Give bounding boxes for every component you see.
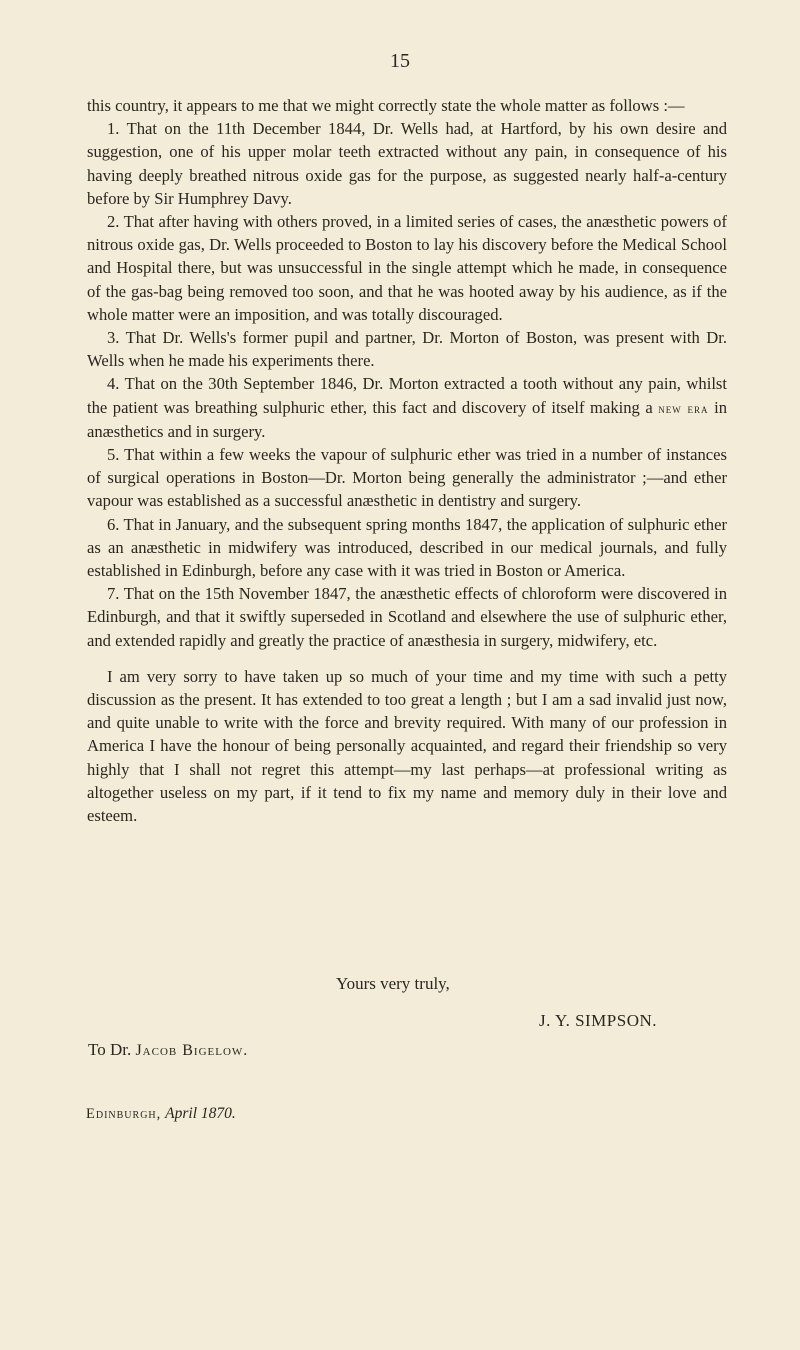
closing-paragraph: I am very sorry to have taken up so much of your time and my time with such a petty discussion as the present. It has extended to too great a length ; but I am a sad invalid just now, and quite unable to write with the force and brevity required. With many of our profession in America I have the honour of being personally acquainted, and regard their friendship so very highly that I shall not regret this attempt—my last perhaps—at professional writing as altogether useless on my part, if it tend to fix my name and memory duly in their love and esteem. xyxy=(87,666,727,826)
addressee-prefix: To Dr. xyxy=(88,1040,132,1059)
point-3: 3. That Dr. Wells's former pupil and partner, Dr. Morton of Boston, was present with Dr. Wells when he made his experiments there. xyxy=(87,328,727,371)
intro-paragraph: this country, it appears to me that we might correctly state the whole matter as follows :— xyxy=(87,96,685,115)
date: April 1870. xyxy=(165,1105,236,1122)
place-date xyxy=(86,1105,236,1123)
addressee-name: Jacob Bigelow. xyxy=(135,1042,249,1059)
point-5: 5. That within a few weeks the vapour of sulphuric ether was tried in a number of instances of surgical operations in Boston—Dr. Morton being generally the administrator ;—and ether vapour was established as a successful anæsthetic in dentistry and surgery. xyxy=(87,445,727,511)
point-1: 1. That on the 11th December 1844, Dr. Wells had, at Hartford, by his own desire and suggestion, one of his upper molar teeth extracted without any pain, in consequence of his having deeply breathed nitrous oxide gas for the purpose, as suggested nearly half-a-century before by Sir Humphrey Davy. xyxy=(87,119,727,208)
page-number: 15 xyxy=(390,50,410,72)
letter-body xyxy=(87,94,727,827)
point-2: 2. That after having with others proved, in a limited series of cases, the anæsthetic powers of nitrous oxide gas, Dr. Wells proceeded to Boston to lay his discovery before the Medical School and Hospital there, but was unsuccessful in the single attempt which he made, in consequence of the gas-bag being removed too soon, and that he was hooted away by his audience, as if the whole matter were an imposition, and was totally discouraged. xyxy=(87,212,727,324)
point-4-text-after: in anæsthetics and in surgery. xyxy=(87,397,728,441)
point-7: 7. That on the 15th November 1847, the anæsthetic effects of chloroform were discovered in Edinburgh, and that it swiftly superseded in Scotland and elsewhere the use of sulphuric ether, and extended rapidly and greatly the practice of anæsthesia in surgery, midwifery, etc. xyxy=(87,584,727,650)
place: Edinburgh, xyxy=(86,1106,162,1122)
signoff: Yours very truly, xyxy=(336,974,450,993)
signature: J. Y. SIMPSON. xyxy=(539,1011,658,1030)
new-era-emphasis: new era xyxy=(658,400,709,416)
point-4 xyxy=(87,372,727,443)
point-4-text-before: 4. That on the 30th September 1846, Dr. Morton extracted a tooth without any pain, whilst the patient was breathing sulphuric ether, this fact and discovery of itself making a xyxy=(87,374,727,417)
point-6: 6. That in January, and the subsequent spring months 1847, the application of sulphuric ether as an anæsthetic in midwifery was introduced, described in our medical journals, and fully established in Edinburgh, before any case with it was tried in Boston or America. xyxy=(87,514,727,581)
addressee xyxy=(88,1040,248,1060)
